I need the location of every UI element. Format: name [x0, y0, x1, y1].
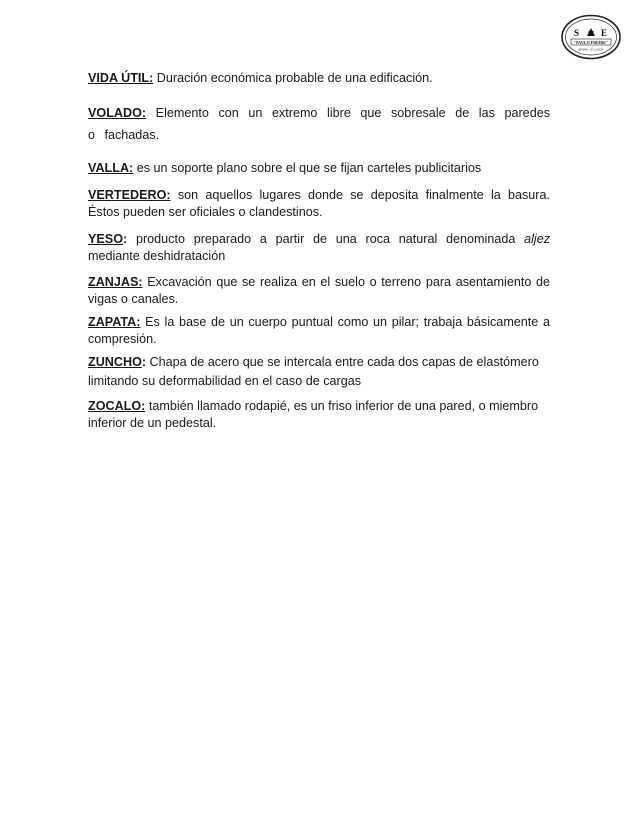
entry-term: VOLADO: [88, 106, 147, 120]
entry-term: VALLA: [88, 161, 134, 175]
glossary-entry-zanjas [88, 274, 550, 308]
glossary-entry-vertedero [88, 187, 550, 221]
entry-term: ZOCALO: [88, 399, 146, 413]
svg-text:S: S [574, 28, 580, 38]
entry-definition: Chapa de acero que se intercala entre cada dos capas de elastómero limitando su deformabilidad en el caso de cargas [88, 355, 539, 388]
entry-definition-end: mediante deshidratación [88, 249, 226, 263]
glossary-entry-zapata [88, 314, 550, 348]
entry-definition: también llamado rodapié, es un friso inferior de una pared, o miembro inferior de un pedestal. [88, 399, 539, 430]
entry-term: ZANJAS: [88, 275, 143, 289]
entry-definition: Elemento con un extremo libre que sobresale de las paredes o fachadas. [88, 106, 550, 142]
entry-definition: Duración económica probable de una edificación. [156, 71, 433, 85]
entry-italic-term: aljez [524, 232, 551, 246]
entry-term: VERTEDERO: [88, 188, 171, 202]
entry-definition: producto preparado a partir de una roca natural denominada [135, 232, 516, 246]
glossary-entry-volado [88, 102, 550, 146]
svg-text:"PAULO FREIRE": "PAULO FREIRE" [573, 39, 609, 45]
entry-term: YESO [88, 232, 123, 246]
entry-term: VIDA ÚTIL: [88, 71, 154, 85]
glossary-entry-zocalo [88, 398, 550, 432]
glossary-entry-yeso [88, 231, 550, 265]
entry-definition: son aquellos lugares donde se deposita finalmente la basura. Éstos pueden ser oficiales o clandestinos. [88, 188, 550, 219]
institution-logo [561, 14, 621, 60]
entry-definition: Es la base de un cuerpo puntual como un pilar; trabaja básicamente a compresión. [88, 315, 551, 346]
glossary-entry-zuncho [88, 353, 550, 391]
entry-definition: Excavación que se realiza en el suelo o terreno para asentamiento de vigas o canales. [88, 275, 551, 306]
glossary-entry-vida-util [88, 70, 550, 87]
svg-text:IBARRA - ECUADOR: IBARRA - ECUADOR [578, 48, 604, 52]
glossary-entry-valla [88, 160, 550, 177]
entry-definition: es un soporte plano sobre el que se fijan carteles publicitarios [136, 161, 482, 175]
svg-text:E: E [601, 28, 608, 38]
entry-term: ZUNCHO [88, 355, 142, 369]
entry-colon: : [123, 232, 128, 246]
entry-term: ZAPATA: [88, 315, 141, 329]
entry-colon: : [141, 355, 147, 369]
